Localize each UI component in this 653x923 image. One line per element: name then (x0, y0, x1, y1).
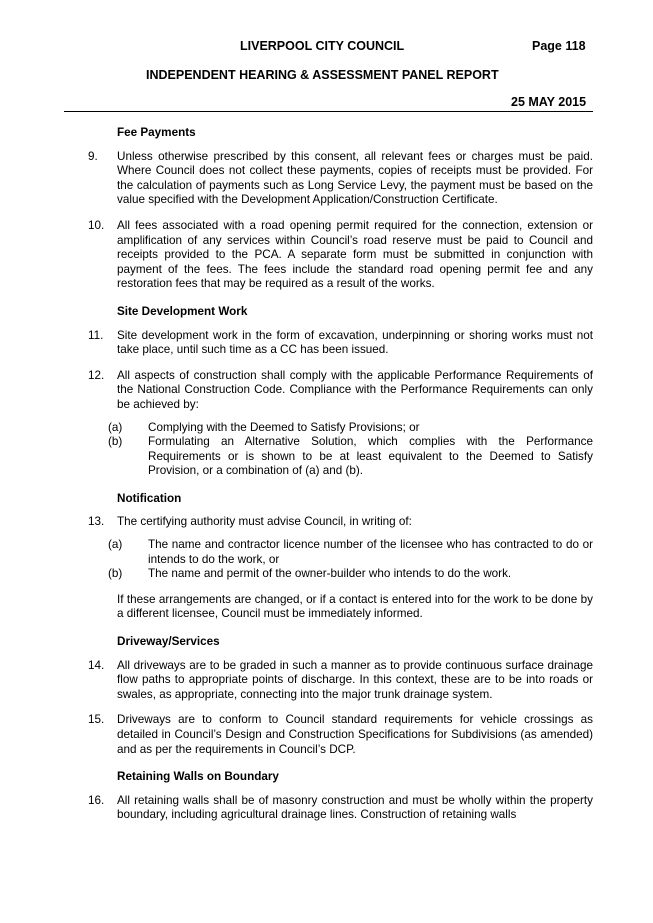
condition-number: 16. (88, 793, 105, 807)
condition-text: Driveways are to conform to Council standard requirements for vehicle crossings as detailed in Council’s Design and Construction Specifications for Subdivisions (as amended) and as per the requirements in Council’s DCP. (117, 713, 593, 756)
condition-number: 10. (88, 218, 105, 232)
sub-item-label: (b) (108, 567, 123, 581)
condition-text: The certifying authority must advise Council, in writing of: (117, 515, 412, 529)
condition-text: All aspects of construction shall comply with the applicable Performance Requirements of the National Construction Code. Compliance with the Performance Requirements can only be achieved by: (117, 368, 593, 411)
condition-number: 9. (88, 149, 98, 163)
condition-number: 14. (88, 658, 105, 672)
section-heading-notification: Notification (117, 491, 182, 505)
sub-item-label: (a) (108, 538, 123, 552)
report-date: 25 MAY 2015 (511, 95, 587, 109)
section-heading-driveway-services: Driveway/Services (117, 635, 220, 649)
sub-item-b (88, 435, 593, 479)
condition-10 (88, 219, 593, 292)
condition-number: 12. (88, 368, 105, 382)
section-heading-fee-payments: Fee Payments (117, 126, 196, 139)
notification-note: If these arrangements are changed, or if a contact is entered into for the work to be done by a different licensee, Council must be immediately informed. (117, 592, 593, 621)
page-number: Page 118 (532, 39, 586, 53)
document-body (88, 126, 593, 834)
condition-11 (88, 329, 593, 358)
condition-number: 15. (88, 713, 105, 727)
sub-item-text: The name and contractor licence number of the licensee who has contracted to do or intends to do the work, or (148, 538, 593, 566)
condition-15 (88, 713, 593, 757)
condition-text: All retaining walls shall be of masonry construction and must be wholly within the property boundary, including agricultural drainage lines. Construction of retaining walls (117, 793, 593, 822)
header-divider (64, 111, 593, 112)
condition-text: All driveways are to be graded in such a manner as to provide continuous surface drainage flow paths to appropriate points of discharge. In this context, these are to be into roads or swales, as appropriate, connecting into the major trunk drainage system. (117, 658, 593, 701)
condition-text: Unless otherwise prescribed by this consent, all relevant fees or charges must be paid. Where Council does not collect these payments, copies of receipts must be provided. For the calculation of payments such as Long Service Levy, the payment must be based on the value specified with the Development Application/Construction Certificate. (117, 149, 593, 207)
condition-number: 11. (88, 328, 104, 342)
sub-item-b (88, 567, 593, 582)
sub-item-a (88, 421, 593, 436)
condition-text: All fees associated with a road opening permit required for the connection, extension or amplification of any services within Council’s road reserve must be paid to Council and receipts provided to the PCA. A separate form must be submitted in conjunction with payment of the fees. The fees include the standard road opening permit fee and any restoration fees that may be required as a result of the works. (117, 218, 593, 291)
condition-13 (88, 515, 593, 530)
condition-13-sublist (88, 538, 593, 582)
council-name: LIVERPOOL CITY COUNCIL (240, 39, 405, 53)
condition-text: Site development work in the form of excavation, underpinning or shoring works must not take place, until such time as a CC has been issued. (117, 328, 593, 357)
sub-item-text: Complying with the Deemed to Satisfy Provisions; or (148, 420, 420, 434)
condition-number: 13. (88, 515, 105, 529)
report-title: INDEPENDENT HEARING & ASSESSMENT PANEL REPORT (146, 68, 499, 82)
section-heading-site-development: Site Development Work (117, 304, 248, 318)
sub-item-label: (a) (108, 420, 123, 434)
condition-14 (88, 659, 593, 703)
condition-12-sublist (88, 421, 593, 479)
condition-16 (88, 794, 593, 823)
condition-12 (88, 369, 593, 413)
section-heading-retaining-walls: Retaining Walls on Boundary (117, 770, 279, 784)
sub-item-label: (b) (108, 435, 123, 449)
sub-item-a (88, 538, 593, 567)
sub-item-text: The name and permit of the owner-builder who intends to do the work. (148, 567, 512, 581)
condition-9 (88, 150, 593, 208)
sub-item-text: Formulating an Alternative Solution, which complies with the Performance Requirements or is shown to be at least equivalent to the Deemed to Satisfy Provision, or a combination of (a) and (b). (148, 435, 593, 478)
